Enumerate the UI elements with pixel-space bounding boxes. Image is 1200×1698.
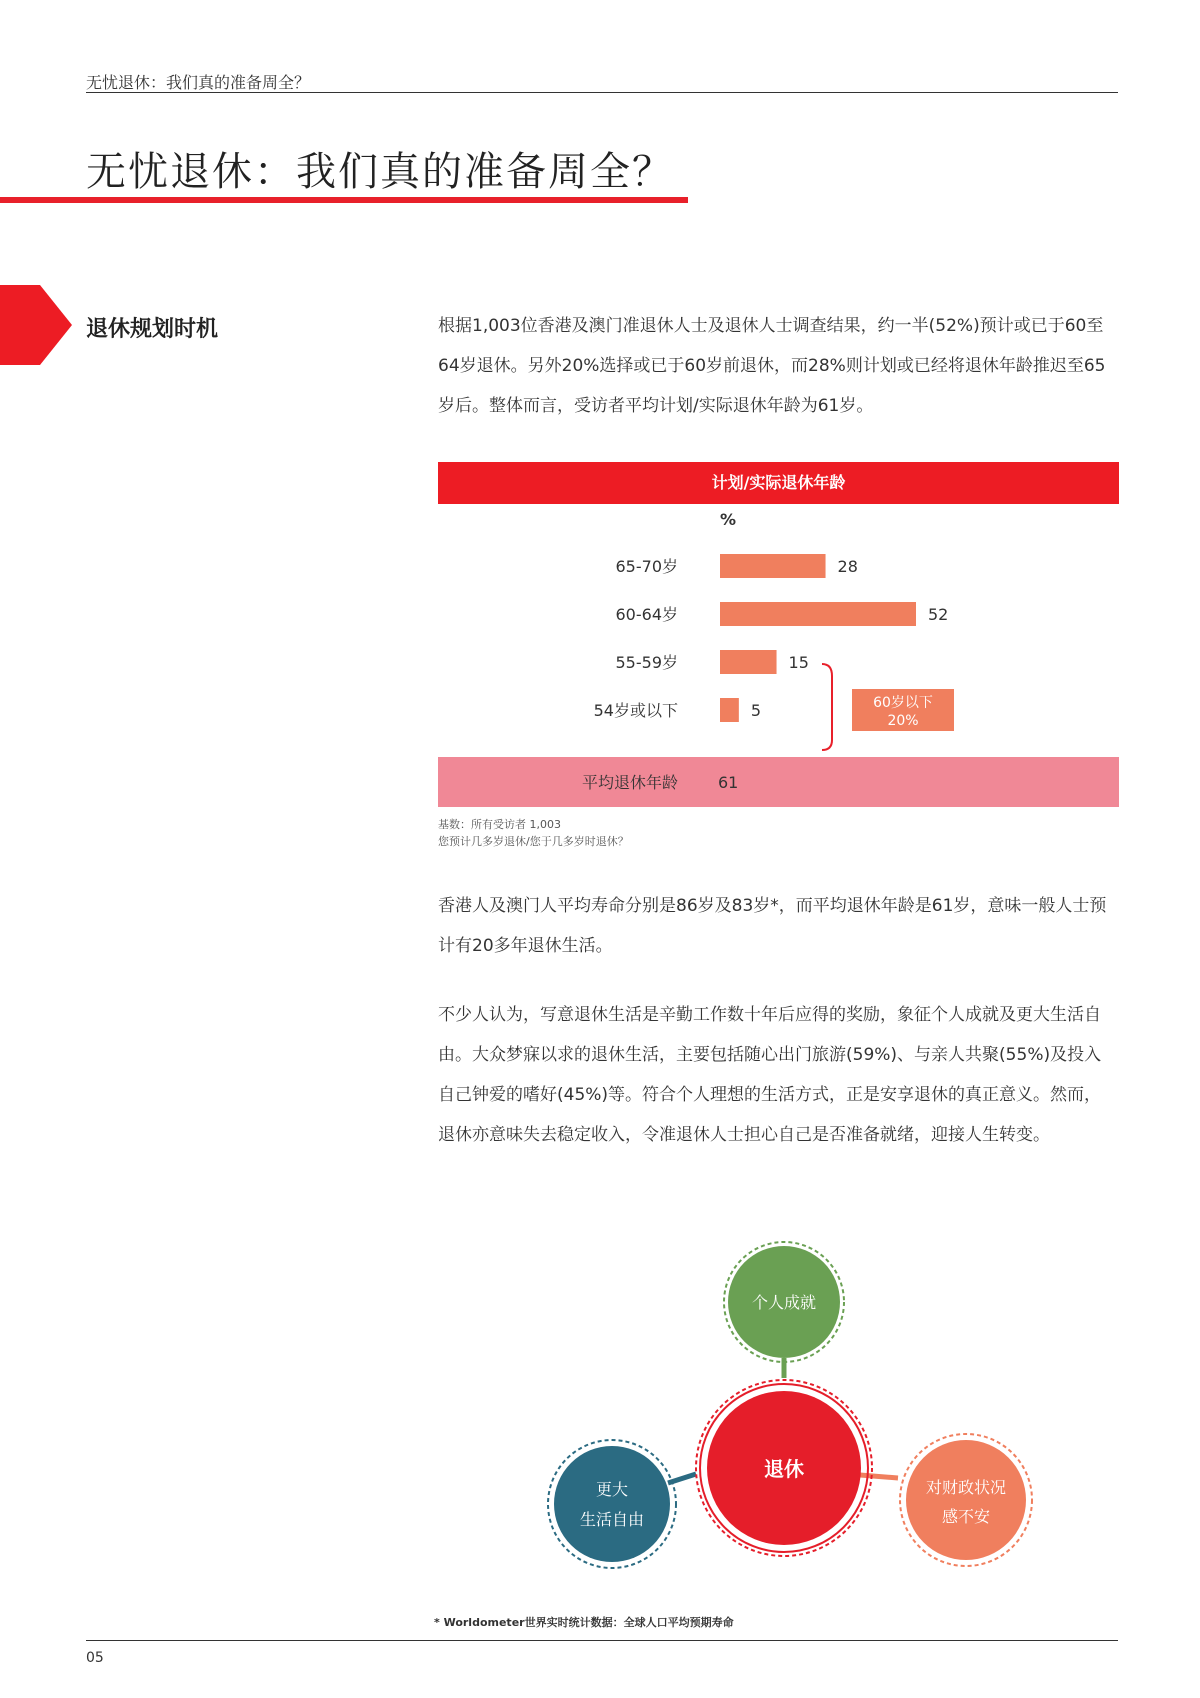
bar [720,698,739,722]
life-expectancy-paragraph: 香港人及澳门人平均寿命分别是86岁及83岁*，而平均退休年龄是61岁，意味一般人士预计有20多年退休生活。 [438,896,1107,956]
title-underline [0,197,688,203]
chart-note [438,816,629,850]
footer-rule [86,1640,1118,1641]
page-number: 05 [86,1650,104,1666]
bar [720,650,777,674]
chart-note-question: 您预计几多岁退休/您于几多岁时退休？ [438,835,629,848]
page-title: 无忧退休：我们真的准备周全？ [86,149,674,195]
left-circle-label-2: 生活自由 [579,1510,645,1529]
chart-note-base: 基数：所有受访者 1,003 [438,818,561,831]
bar [720,602,916,626]
value-label: 28 [837,557,858,576]
category-label: 55-59岁 [615,653,678,672]
category-label: 54岁或以下 [593,701,678,720]
left-circle-label-1: 更大 [595,1480,629,1499]
center-circle-label: 退休 [764,1457,804,1481]
running-header: 无忧退休：我们真的准备周全？ [86,73,311,92]
value-label: 52 [928,605,949,624]
value-label: 15 [788,653,809,672]
right-circle-label-1: 对财政状况 [925,1478,1007,1497]
bracket-line [822,664,832,750]
category-label: 60-64岁 [615,605,678,624]
bracket-label-1: 60岁以下 [873,695,933,711]
bar [720,554,826,578]
left-circle [554,1446,670,1562]
footnote: * Worldometer世界实时统计数据：全球人口平均预期寿命 [434,1616,734,1629]
section-heading: 退休规划时机 [86,317,219,342]
intro-paragraph: 根据1,003位香港及澳门准退休人士及退休人士调查结果，约一半(52%)预计或已于60至64岁退休。另外20%选择或已于60岁前退休，而28%则计划或已经将退休年龄推迟至65岁后。整体而言，受访者平均计划/实际退休年龄为61岁。 [438,316,1106,416]
value-label: 5 [750,701,762,720]
right-circle-label-2: 感不安 [941,1507,991,1526]
retirement-meaning-paragraph: 不少人认为，写意退休生活是辛勤工作数十年后应得的奖励，象征个人成就及更大生活自由。大众梦寐以求的退休生活，主要包括随心出门旅游(59%)、与亲人共聚(55%)及投入自己钟爱的嗜好(45%)等。符合个人理想的生活方式，正是安享退休的真正意义。然而，退休亦意味失去稳定收入，令准退休人士担心自己是否准备就绪，迎接人生转变。 [438,1005,1102,1145]
average-label: 平均退休年龄 [581,773,678,792]
header-rule [86,92,1118,93]
bracket-label-2: 20% [887,713,919,729]
section-marker-arrow [0,285,72,365]
right-circle [906,1440,1026,1560]
retirement-age-chart [438,462,1119,807]
chart-plot [438,504,1119,807]
chart-unit-label: % [720,510,737,529]
chart-title: 计划/实际退休年龄 [438,462,1119,504]
top-circle-label: 个人成就 [751,1293,817,1312]
retirement-diagram [520,1220,1040,1600]
category-label: 65-70岁 [615,557,678,576]
average-value: 61 [718,773,739,792]
average-band [438,757,1119,807]
